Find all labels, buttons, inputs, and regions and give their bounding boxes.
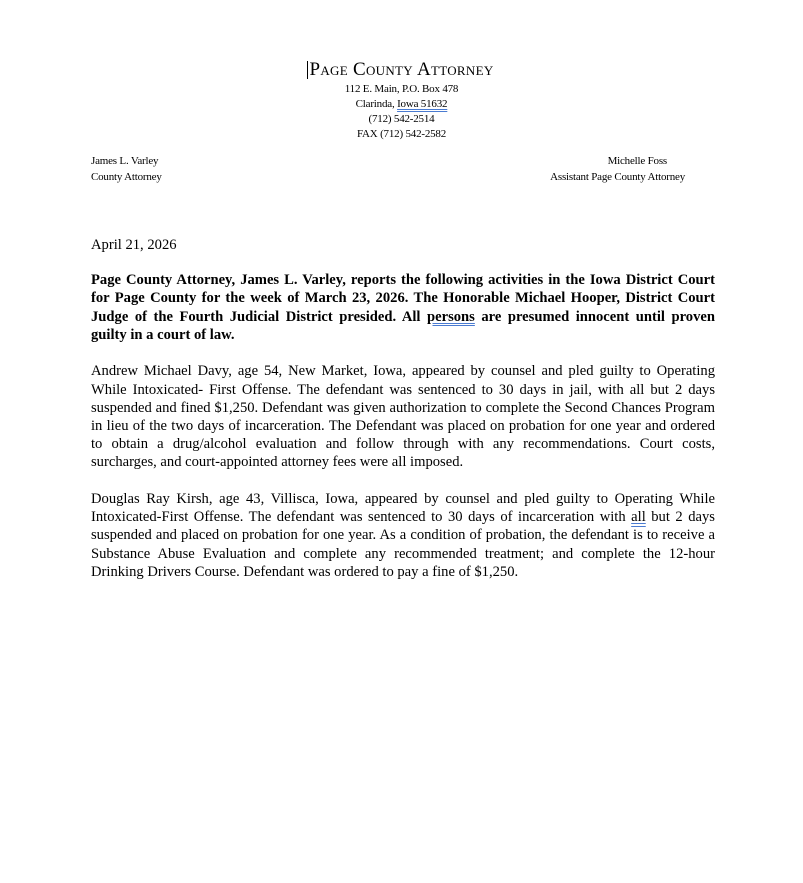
org-name-text: Page County Attorney: [309, 59, 494, 80]
staff-left-block: [91, 153, 162, 185]
phone-number: (712) 542-2514: [368, 113, 435, 125]
document-body: [91, 236, 715, 599]
county-attorney-name: James L. Varley: [91, 155, 159, 167]
case-text-start: Douglas Ray Kirsh, age 43, Villisca, Iowa, appeared by counsel and pled guilty to Operating While Intoxicated-First Offense. The defendant was sentenced to 30 days of incarceration with: [91, 491, 715, 526]
assistant-attorney-title: Assistant Page County Attorney: [550, 171, 685, 183]
intro-text-start: Page County Attorney, James L. Varley, reports the following activities in the Iowa District Court for Page County for the week of March 23, 2026. The Honorable Michael Hooper, District Court Judge of the Fourth Judicial District presided. All: [91, 272, 715, 325]
address-line: 112 E. Main, P.O. Box 478: [344, 83, 459, 95]
org-name[interactable]: [309, 58, 493, 82]
letterhead: [0, 58, 803, 142]
address-state-zip[interactable]: Iowa 51632: [397, 98, 448, 110]
document-date: April 21, 2026: [91, 237, 177, 253]
case-paragraph-kirsh: [91, 490, 715, 581]
assistant-attorney-name: Michelle Foss: [607, 155, 667, 167]
address-city: Clarinda,: [355, 98, 395, 110]
text-cursor: [307, 61, 308, 79]
fax-number: FAX (712) 542-2582: [356, 128, 447, 140]
staff-right-block: [505, 153, 685, 185]
proofing-flagged-word[interactable]: persons: [427, 308, 475, 325]
case-paragraph-davy: Andrew Michael Davy, age 54, New Market, Iowa, appeared by counsel and pled guilty to Operating While Intoxicated- First Offense. The defendant was sentenced to 30 days in jail, with all but 2 days suspended and fined $1,250. Defendant was given authorization to complete the Second Chances Program in lieu of the two days of incarceration. The Defendant was placed on probation for one year and ordered to obtain a drug/alcohol evaluation and follow through with any recommendations. Court costs, surcharges, and court-appointed attorney fees were all imposed.: [91, 363, 715, 471]
case-text-end: but 2 days suspended and placed on probation for one year. As a condition of probation, the defendant is to receive a Substance Abuse Evaluation and complete any recommended treatment; and complete the 12-hour Drinking Drivers Course. Defendant was ordered to pay a fine of $1,250.: [91, 509, 715, 580]
proofing-flagged-word[interactable]: all: [631, 509, 646, 526]
address-city-line: [0, 97, 803, 112]
intro-text-end: are presumed innocent until proven guilty in a court of law.: [91, 308, 715, 343]
intro-paragraph: [91, 271, 715, 344]
county-attorney-title: County Attorney: [91, 171, 162, 183]
